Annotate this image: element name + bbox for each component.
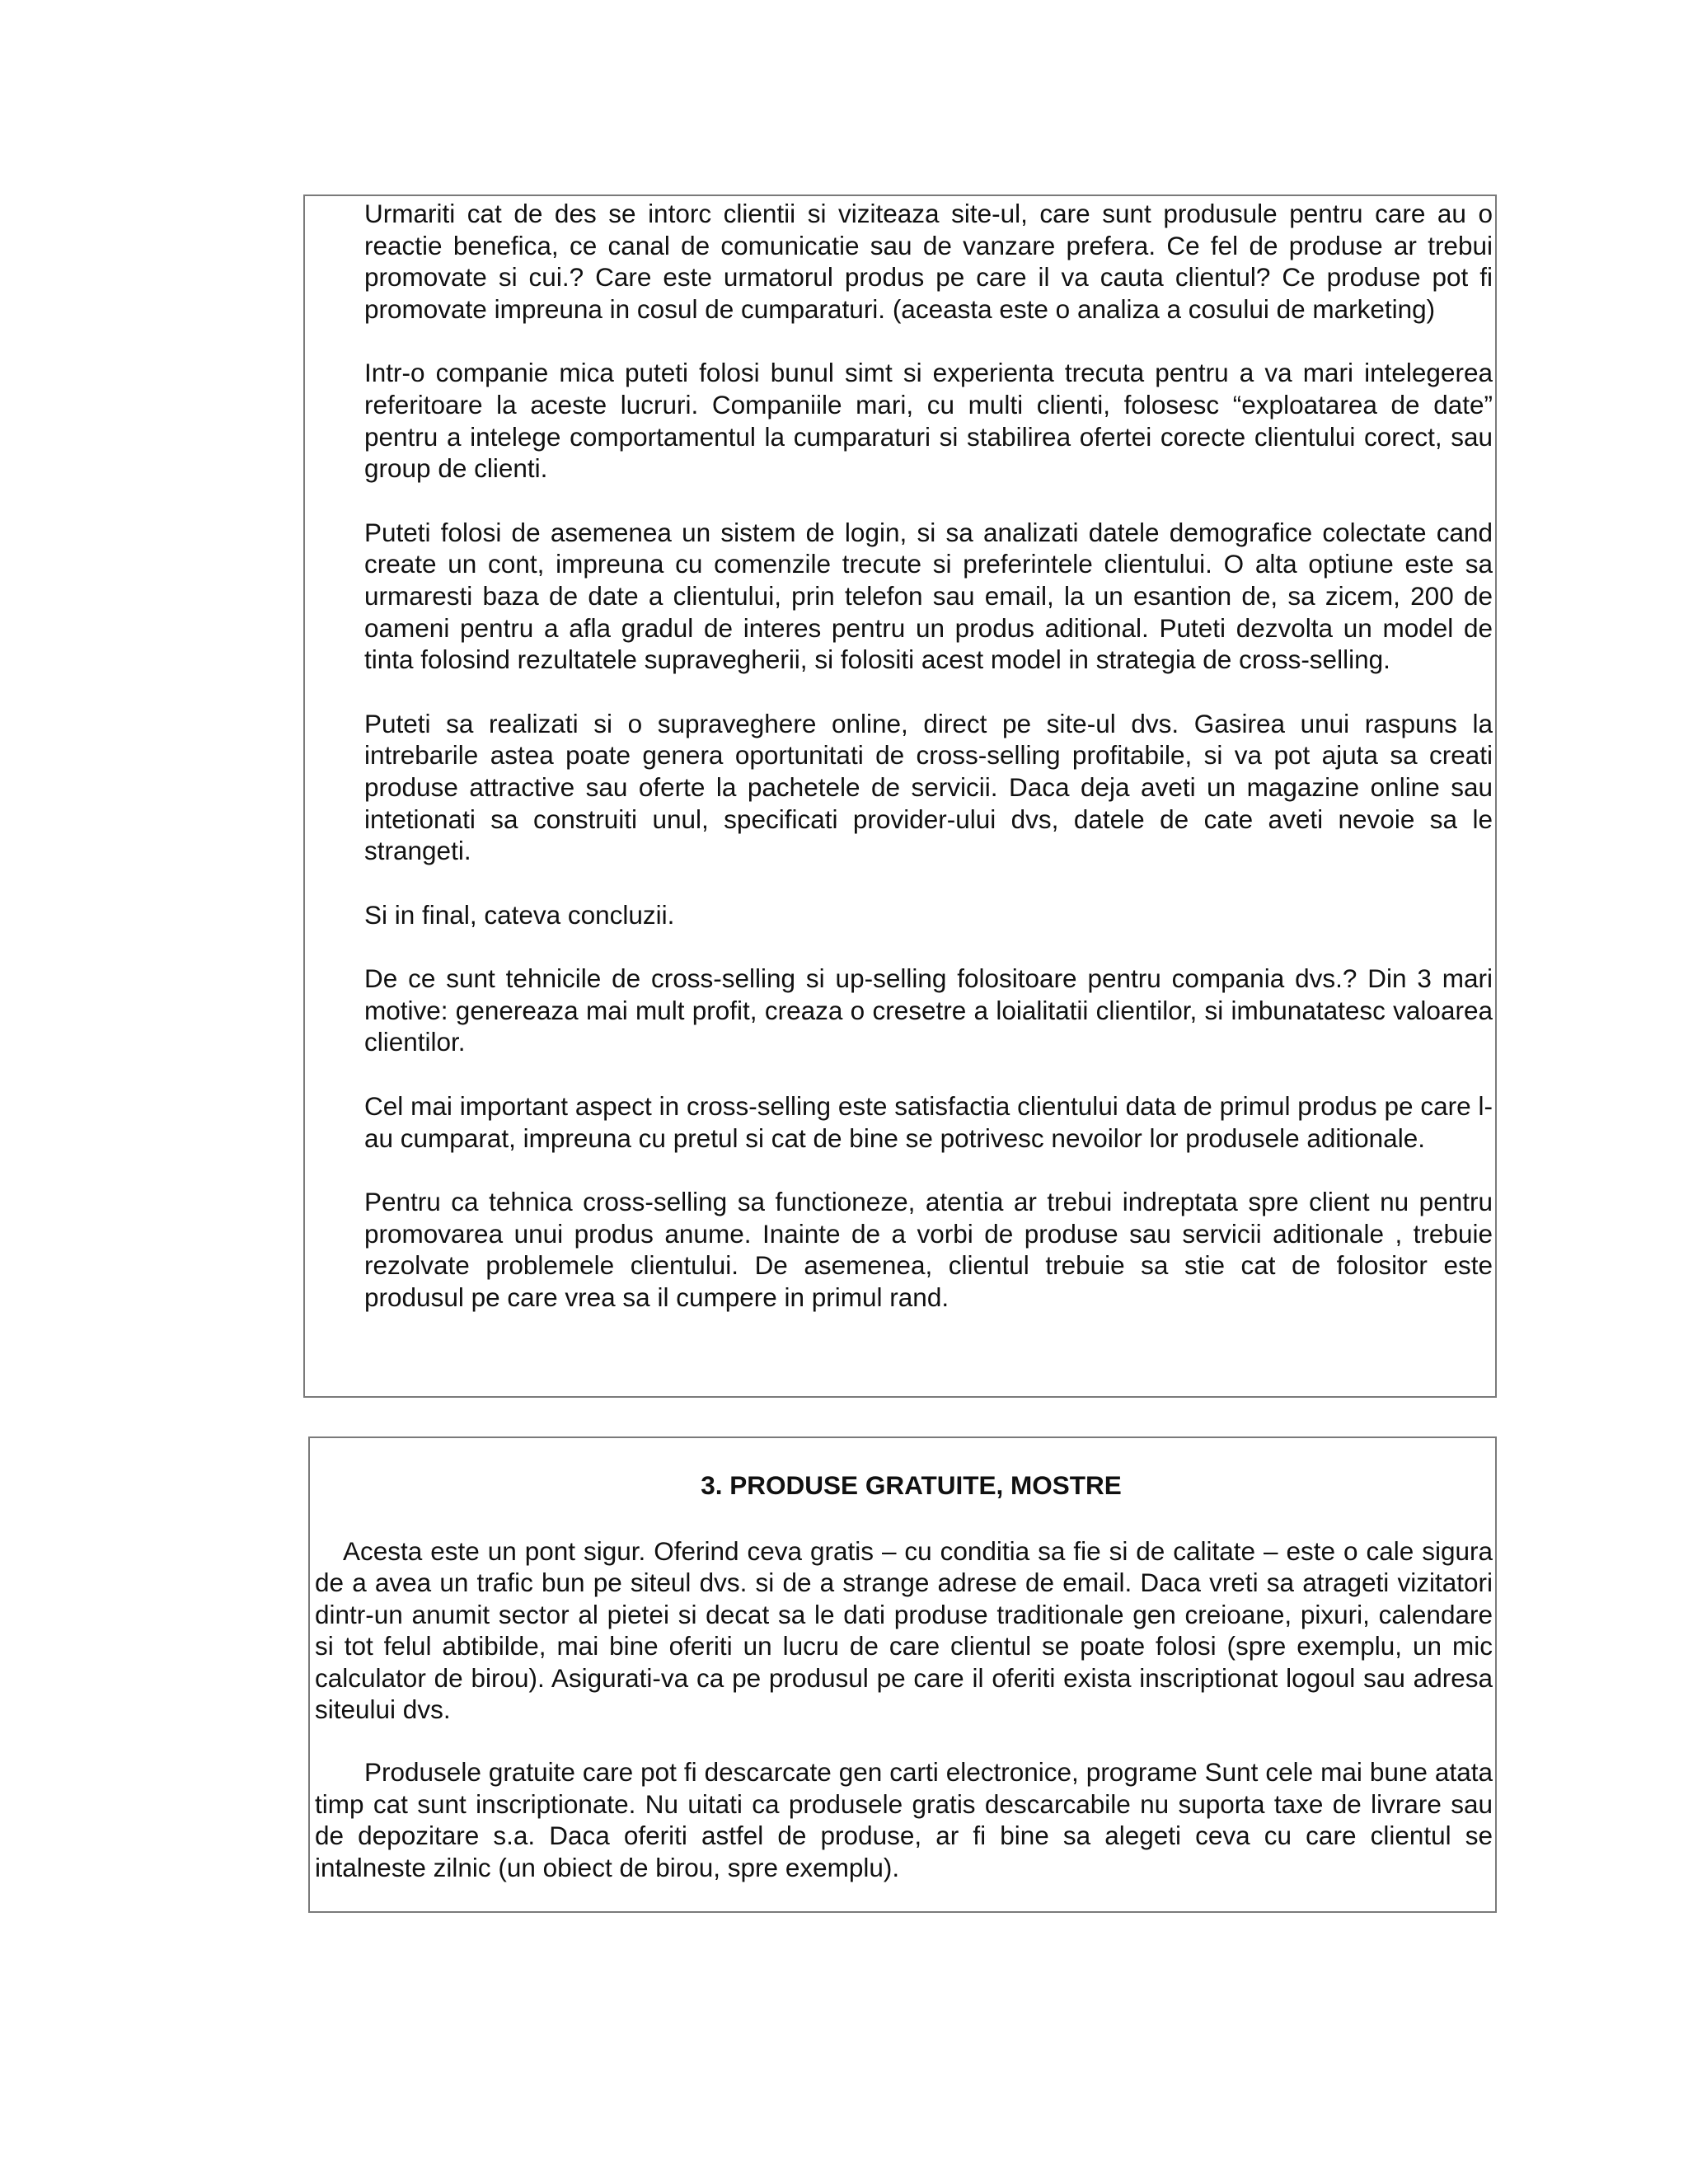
text-box-content bbox=[364, 198, 1493, 1314]
text-box-content bbox=[315, 1469, 1493, 1915]
section-heading: 3. PRODUSE GRATUITE, MOSTRE bbox=[701, 1470, 1122, 1500]
paragraph: Pentru ca tehnica cross-selling sa functioneze, atentia ar trebui indreptata spre client nu pentru promovarea unui produs anume. Inainte de a vorbi de produse sau servicii aditionale , trebuie rezolvate problemele clientului. De asemenea, clientul trebuie sa stie cat de folositor este produsul pe care vrea sa il cumpere in primul rand. bbox=[364, 1187, 1493, 1313]
paragraph: De ce sunt tehnicile de cross-selling si up-selling folositoare pentru compania dvs.? Din 3 mari motive: genereaza mai mult profit, creaza o cresetre a loialitatii clientilor, si imbunatatesc valoarea clientilor. bbox=[364, 963, 1493, 1057]
paragraph: Puteti sa realizati si o supraveghere online, direct pe site-ul dvs. Gasirea unui raspuns la intrebarile astea poate genera oportunitati de cross-selling profitabile, si va pot ajuta sa creati produse attractive sau oferte la pachetele de servicii. Daca deja aveti un magazine online sau intetionati sa construiti unul, specificati provider-ului dvs, datele de cate aveti nevoie sa le strangeti. bbox=[364, 708, 1493, 866]
paragraph: Cel mai important aspect in cross-selling este satisfactia clientului data de primul produs pe care l-au cumparat, impreuna cu pretul si cat de bine se potrivesc nevoilor lor produsele aditionale. bbox=[364, 1091, 1493, 1153]
paragraph: Puteti folosi de asemenea un sistem de login, si sa analizati datele demografice colectate cand create un cont, impreuna cu comenzile trecute si preferintele clientului. O alta optiune este sa urmaresti baza de date a clientului, prin telefon sau email, la un esantion de, sa zicem, 200 de oameni pentru a afla gradul de interes pentru un produs aditional. Puteti dezvolta un model de tinta folosind rezultatele supravegherii, si folositi acest model in strategia de cross-selling. bbox=[364, 517, 1493, 675]
paragraph: Produsele gratuite care pot fi descarcate gen carti electronice, programe Sunt cele mai bune atata timp cat sunt inscriptionate. Nu uitati ca produsele gratis descarcabile nu suporta taxe de livrare sau de depozitare s.a. Daca oferiti astfel de produse, ar fi bine sa alegeti ceva cu care clientul se intalneste zilnic (un obiect de birou, spre exemplu). bbox=[315, 1757, 1493, 1882]
paragraph: Si in final, cateva concluzii. bbox=[364, 899, 675, 930]
text-box-free-products bbox=[308, 1436, 1497, 1913]
text-box-cross-selling bbox=[303, 194, 1497, 1398]
paragraph: Acesta este un pont sigur. Oferind ceva gratis – cu conditia sa fie si de calitate – este o cale sigura de a avea un trafic bun pe siteul dvs. si de a strange adrese de email. Daca vreti sa atrageti vizitatori dintr-un anumit sector al pietei si decat sa le dati produse traditionale gen creioane, pixuri, calendare si tot felul abtibilde, mai bine oferiti un lucru de care clientul se poate folosi (spre exemplu, un mic calculator de birou). Asigurati-va ca pe produsul pe care il oferiti exista inscriptionat logoul sau adresa siteului dvs. bbox=[315, 1536, 1493, 1725]
paragraph: Urmariti cat de des se intorc clientii si viziteaza site-ul, care sunt produsule pentru care au o reactie benefica, ce canal de comunicatie sau de vanzare prefera. Ce fel de produse ar trebui promovate si cui.? Care este urmatorul produs pe care il va cauta clientul? Ce produse pot fi promovate impreuna in cosul de cumparaturi. (aceasta este o analiza a cosului de marketing) bbox=[364, 199, 1493, 324]
paragraph: Intr-o companie mica puteti folosi bunul simt si experienta trecuta pentru a va mari intelegerea referitoare la aceste lucruri. Companiile mari, cu multi clienti, folosesc “exploatarea de date” pentru a intelege comportamentul la cumparaturi si stabilirea ofertei corecte clientului corect, sau group de clienti. bbox=[364, 358, 1493, 484]
